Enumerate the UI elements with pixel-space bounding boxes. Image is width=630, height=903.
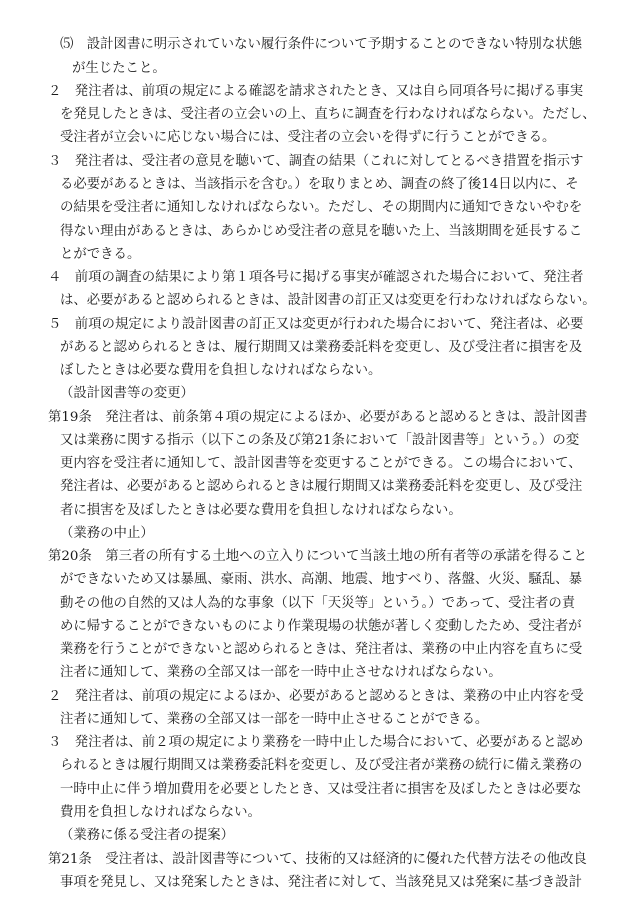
- text-line: ５ 前項の規定により設計図書の訂正又は変更が行われた場合において、発注者は、必要: [48, 317, 584, 332]
- text-line: 受注者が立会いに応じない場合には、受注者の立会いを得ずに行うことができる。: [60, 130, 556, 145]
- text-line: 又は業務に関する指示（以下この条及び第21条において「設計図書等」という。）の変: [60, 433, 580, 448]
- text-line: 第21条 受注者は、設計図書等について、技術的又は経済的に優れた代替方法その他改良: [48, 852, 587, 867]
- text-line: ぼしたときは必要な費用を負担しなければならない。: [60, 363, 382, 378]
- text-line: 第20条 第三者の所有する土地への立入りについて当該土地の所有者等の承諾を得ること: [48, 549, 588, 564]
- text-line: 事項を発見し、又は発案したときは、発注者に対して、当該発見又は発案に基づき設計: [60, 875, 582, 890]
- text-line: 発注者は、必要があると認められるときは履行期間又は業務委託料を変更し、及び受注: [60, 479, 583, 494]
- text-line: 注者に通知して、業務の全部又は一部を一時中止させなければならない。: [60, 665, 502, 680]
- text-line: めに帰することができないものにより作業現場の状態が著しく変動したため、受注者が: [60, 619, 582, 634]
- text-line: を発見したときは、受注者の立会いの上、直ちに調査を行わなければならない。ただし、: [60, 107, 596, 122]
- text-line: 更内容を受注者に通知して、設計図書等を変更することができる。この場合において、: [60, 456, 582, 471]
- text-line: 注者に通知して、業務の全部又は一部を一時中止させることができる。: [60, 712, 489, 727]
- text-line: ができないため又は暴風、豪雨、洪水、高潮、地震、地すべり、落盤、火災、騒乱、暴: [60, 572, 582, 587]
- text-line: ４ 前項の調査の結果により第１項各号に掲げる事実が確認された場合において、発注者: [48, 270, 584, 285]
- text-line: ２ 発注者は、前項の規定によるほか、必要があると認めるときは、業務の中止内容を受: [48, 689, 584, 704]
- text-line: 動その他の自然的又は人為的な事象（以下「天災等」という。）であって、受注者の責: [60, 596, 576, 611]
- text-line: ３ 発注者は、受注者の意見を聴いて、調査の結果（これに対してとるべき措置を指示す: [48, 154, 584, 169]
- text-line: の結果を受注者に通知しなければならない。ただし、その期間内に通知できないやむを: [60, 200, 583, 215]
- text-line: とができる。: [60, 247, 141, 262]
- section-heading: （業務に係る受注者の提案）: [60, 828, 235, 843]
- text-line: られるときは履行期間又は業務委託料を変更し、及び受注者が業務の続行に備え業務の: [60, 758, 583, 773]
- text-line: が生じたこと。: [72, 61, 166, 76]
- section-heading: （設計図書等の変更）: [60, 386, 194, 401]
- text-line: ３ 発注者は、前２項の規定により業務を一時中止した場合において、必要があると認め: [48, 735, 584, 750]
- text-line: る必要があるときは、当該指示を含む。）を取りまとめ、調査の終了後14日以内に、そ: [60, 177, 579, 192]
- text-line: 者に損害を及ぼしたときは必要な費用を負担しなければならない。: [60, 503, 462, 518]
- text-line: 得ない理由があるときは、あらかじめ受注者の意見を聴いた上、当該期間を延長するこ: [60, 224, 583, 239]
- text-line: ２ 発注者は、前項の規定による確認を請求されたとき、又は自ら同項各号に掲げる事実: [48, 84, 584, 99]
- text-line: 一時中止に伴う増加費用を必要としたとき、又は受注者に損害を及ぼしたときは必要な: [60, 782, 582, 797]
- section-heading: （業務の中止）: [60, 526, 154, 541]
- text-line: 費用を負担しなければならない。: [60, 805, 261, 820]
- text-line: 業務を行うことができないと認められるときは、発注者は、業務の中止内容を直ちに受: [60, 642, 583, 657]
- text-line: は、必要があると認められるときは、設計図書の訂正又は変更を行わなければならない。: [60, 293, 596, 308]
- text-line: があると認められるときは、履行期間又は業務委託料を変更し、及び受注者に損害を及: [60, 340, 583, 355]
- text-line: 第19条 発注者は、前条第４項の規定によるほか、必要があると認めるときは、設計図書: [48, 410, 588, 425]
- text-line: ⑸ 設計図書に明示されていない履行条件について予期することのできない特別な状態: [60, 37, 582, 52]
